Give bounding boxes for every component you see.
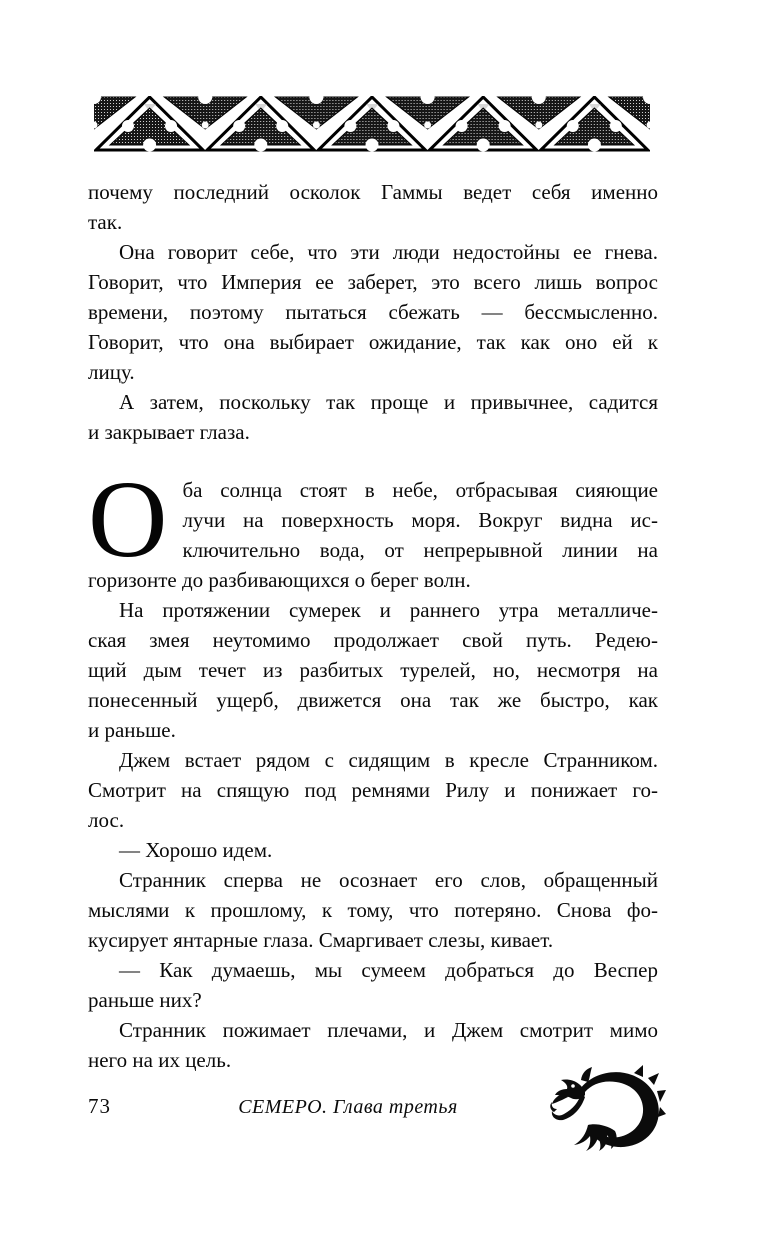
text-line: Странник сперва не осознает его слов, обращенный: [119, 868, 658, 892]
text-line: горизонте до разбивающихся о берег волн.: [88, 568, 471, 592]
text-line: Смотрит на спящую под ремнями Рилу и понижает го-: [88, 778, 658, 802]
text-line: — Хорошо идем.: [119, 838, 273, 862]
text-line: Говорит, что она выбирает ожидание, так как оно ей к: [88, 330, 658, 354]
text-line: лос.: [88, 808, 125, 832]
paragraph: [88, 237, 658, 387]
top-ornament-border: [94, 96, 650, 154]
paragraph: [88, 865, 658, 955]
text-line: и раньше.: [88, 718, 176, 742]
page-number: 73: [88, 1094, 111, 1118]
paragraph: [88, 955, 658, 1015]
text-line: и закрывает глаза.: [88, 420, 250, 444]
text-line: мыслями к прошлому, к тому, что потеряно. Снова фо-: [88, 898, 658, 922]
paragraph: [88, 458, 658, 595]
text-line: раньше них?: [88, 988, 202, 1012]
text-line: ба солнца стоят в небе, отбрасывая сияющие: [182, 478, 658, 502]
text-line: — Как думаешь, мы сумеем добраться до Веспер: [119, 958, 658, 982]
text-line: лицу.: [88, 360, 135, 384]
text-line: понесенный ущерб, движется она так же быстро, как: [88, 688, 658, 712]
paragraph: [88, 835, 658, 865]
text-line: кусирует янтарные глаза. Смаргивает слезы, кивает.: [88, 928, 554, 952]
text-line: ская змея неутомимо продолжает свой путь. Редею-: [88, 628, 658, 652]
text-line: времени, поэтому пытаться сбежать — бессмысленно.: [88, 300, 658, 324]
text-line: него на их цель.: [88, 1048, 232, 1072]
text-line: ключительно вода, от непрерывной линии на: [182, 538, 658, 562]
text-line: почему последний осколок Гаммы ведет себя именно: [88, 180, 658, 204]
drop-cap: О: [88, 458, 168, 580]
text-line: Говорит, что Империя ее заберет, это всего лишь вопрос: [88, 270, 658, 294]
text-line: Она говорит себе, что эти люди недостойны ее гнева.: [119, 240, 658, 264]
text-line: Джем встает рядом с сидящим в кресле Странником.: [119, 748, 658, 772]
paragraph: [88, 177, 658, 237]
text-line: Странник пожимает плечами, и Джем смотрит мимо: [119, 1018, 658, 1042]
text-line: лучи на поверхность моря. Вокруг видна ис-: [182, 508, 658, 532]
paragraph: [88, 595, 658, 745]
text-block: [88, 177, 658, 1075]
text-line: так.: [88, 210, 123, 234]
paragraph: [88, 745, 658, 835]
dragon-emblem-icon: [548, 1064, 666, 1152]
text-line: щий дым течет из разбитых турелей, но, несмотря на: [88, 658, 658, 682]
paragraph: [88, 387, 658, 447]
text-line: На протяжении сумерек и раннего утра металличе-: [119, 598, 658, 622]
text-line: А затем, поскольку так проще и привычнее, садится: [119, 390, 658, 414]
running-title: СЕМЕРО. Глава третья: [238, 1096, 458, 1118]
